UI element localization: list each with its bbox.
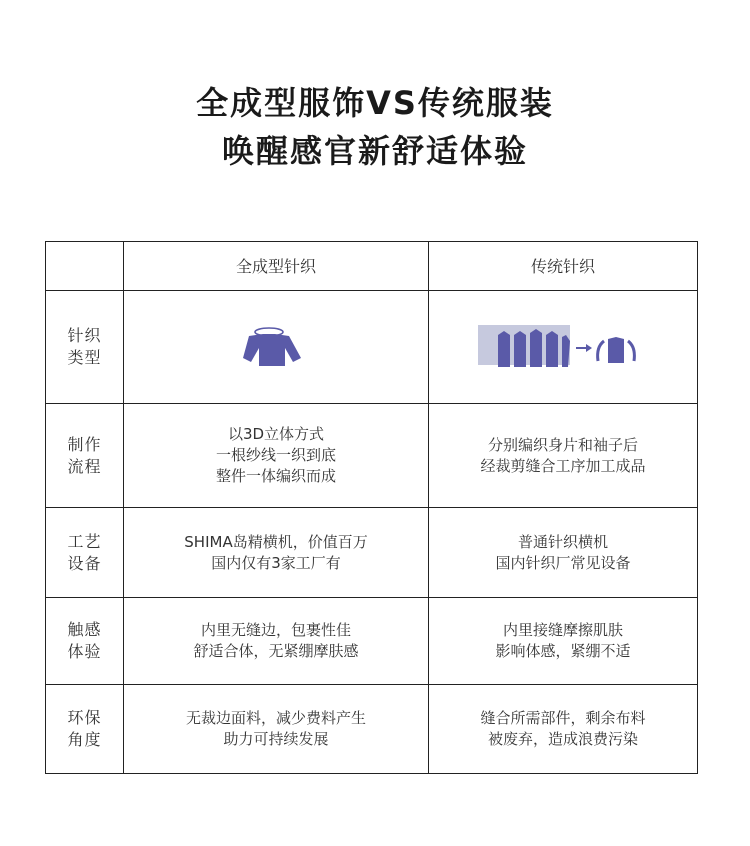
full-fashioned-image-cell xyxy=(124,291,429,404)
cell-text-line: 舒适合体，无紧绷摩肤感 xyxy=(193,642,359,660)
row-label-line: 类型 xyxy=(67,348,102,367)
cell-text-line: 内里接缝摩擦肌肤 xyxy=(502,621,623,639)
page-title-line1: 全成型服饰VS传统服装 xyxy=(196,84,554,122)
table-row xyxy=(46,291,698,404)
cell-text-line: 缝合所需部件，剩余布料 xyxy=(480,709,646,727)
comparison-table xyxy=(45,241,698,774)
cell-text-line: 分别编织身片和袖子后 xyxy=(487,435,638,454)
row-label-knit-type xyxy=(46,291,124,404)
cell-text-line: 被废弃，造成浪费污染 xyxy=(487,730,638,748)
corner-cell xyxy=(46,242,124,291)
traditional-equipment-cell xyxy=(429,508,698,598)
row-label-line: 制作 xyxy=(67,434,102,454)
cell-text-line: 国内仅有3家工厂有 xyxy=(211,553,341,572)
row-label-line: 设备 xyxy=(67,553,102,573)
row-label-line: 触感 xyxy=(67,620,102,639)
header-traditional: 传统针织 xyxy=(429,242,698,291)
row-label-line: 体验 xyxy=(67,642,102,661)
table-row xyxy=(46,598,698,685)
row-label-equipment xyxy=(46,508,124,598)
row-label-line: 环保 xyxy=(67,708,102,727)
cell-text-line: 以3D立体方式 xyxy=(227,425,325,443)
cell-text-line: 影响体感，紧绷不适 xyxy=(495,642,631,660)
cell-text-line: 整件一体编织而成 xyxy=(215,467,336,485)
cell-text-line: 助力可持续发展 xyxy=(223,730,329,748)
table-row xyxy=(46,685,698,774)
traditional-image-cell xyxy=(429,291,698,404)
cell-text-line: 一根纱线一织到底 xyxy=(215,446,336,464)
row-label-process xyxy=(46,404,124,508)
cell-text-line: 国内针织厂常见设备 xyxy=(495,553,631,572)
row-label-line: 工艺 xyxy=(67,531,102,551)
full-fashioned-equipment-cell xyxy=(124,508,429,598)
full-fashioned-process-cell xyxy=(124,404,429,508)
cell-text-line: 无裁边面料，减少费料产生 xyxy=(185,709,366,727)
row-label-line: 流程 xyxy=(67,456,102,476)
cell-text-line: 普通针织横机 xyxy=(517,532,608,551)
table-row xyxy=(46,404,698,508)
table-header-row xyxy=(46,242,698,291)
page-title-line2: 唤醒感官新舒适体验 xyxy=(221,132,528,170)
traditional-environment-cell xyxy=(429,685,698,774)
header-full-fashioned: 全成型针织 xyxy=(124,242,429,291)
traditional-touch-cell xyxy=(429,598,698,685)
row-label-line: 针织 xyxy=(67,326,102,345)
knit-sweater-icon xyxy=(241,322,311,372)
cut-and-sew-garments-icon xyxy=(478,321,648,373)
row-label-environment xyxy=(46,685,124,774)
traditional-process-cell xyxy=(429,404,698,508)
row-label-line: 角度 xyxy=(67,730,102,749)
cell-text-line: SHIMA岛精横机，价值百万 xyxy=(184,532,368,551)
cell-text-line: 内里无缝边，包裹性佳 xyxy=(200,621,351,639)
full-fashioned-environment-cell xyxy=(124,685,429,774)
cell-text-line: 经裁剪缝合工序加工成品 xyxy=(480,456,646,475)
full-fashioned-touch-cell xyxy=(124,598,429,685)
table-row xyxy=(46,508,698,598)
row-label-touch xyxy=(46,598,124,685)
